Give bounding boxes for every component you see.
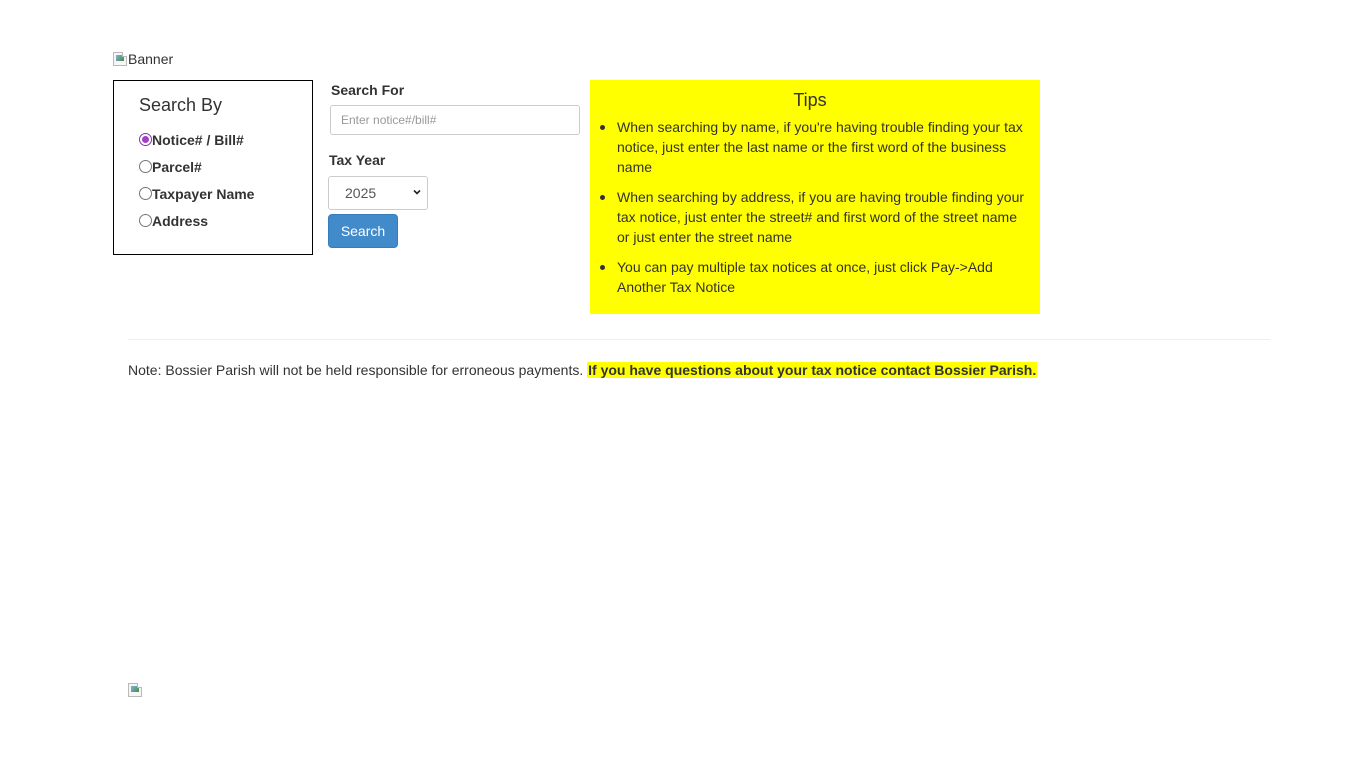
footer-image (128, 683, 142, 697)
radio-notice[interactable] (139, 133, 152, 146)
search-button[interactable]: Search (328, 214, 398, 248)
search-by-option-address[interactable] (139, 207, 312, 234)
radio-parcel[interactable] (139, 160, 152, 173)
radio-label-notice: Notice# / Bill# (152, 131, 244, 148)
broken-image-icon (113, 52, 127, 66)
chevron-down-icon (413, 188, 421, 196)
radio-label-parcel: Parcel# (152, 158, 202, 175)
search-by-option-taxpayer-name[interactable] (139, 180, 312, 207)
banner-alt-text: Banner (128, 51, 174, 67)
search-by-option-notice[interactable] (139, 126, 312, 153)
divider (128, 339, 1270, 340)
banner-image (113, 51, 173, 67)
radio-label-address: Address (152, 212, 209, 229)
search-by-option-parcel[interactable] (139, 153, 312, 180)
tip-item: When searching by name, if you're having trouble finding your tax notice, just enter the last name or the first word of the business name (617, 119, 1023, 175)
tip-item: When searching by address, if you are having trouble finding your tax notice, just enter the street# and first word of the street name or just enter the street name (617, 189, 1025, 245)
tax-year-label: Tax Year (329, 152, 386, 168)
search-input[interactable] (330, 105, 580, 135)
note-text: Note: Bossier Parish will not be held responsible for erroneous payments. (128, 362, 584, 378)
tips-list (596, 117, 1024, 297)
tax-year-value: 2025 (345, 185, 377, 201)
tips-panel (590, 80, 1040, 314)
tax-year-select[interactable] (328, 176, 428, 210)
note-highlight: If you have questions about your tax notice contact Bossier Parish. (588, 362, 1037, 378)
disclaimer-note (128, 362, 1037, 378)
search-for-label: Search For (331, 82, 405, 98)
search-by-title: Search By (139, 95, 223, 115)
tip-item: You can pay multiple tax notices at once, just click Pay->Add Another Tax Notice (617, 257, 1024, 297)
broken-image-icon (128, 683, 142, 697)
radio-address[interactable] (139, 214, 152, 227)
search-by-panel (113, 80, 313, 255)
radio-taxpayer-name[interactable] (139, 187, 152, 200)
tips-title: Tips (793, 90, 827, 110)
radio-label-taxpayer-name: Taxpayer Name (152, 185, 255, 202)
